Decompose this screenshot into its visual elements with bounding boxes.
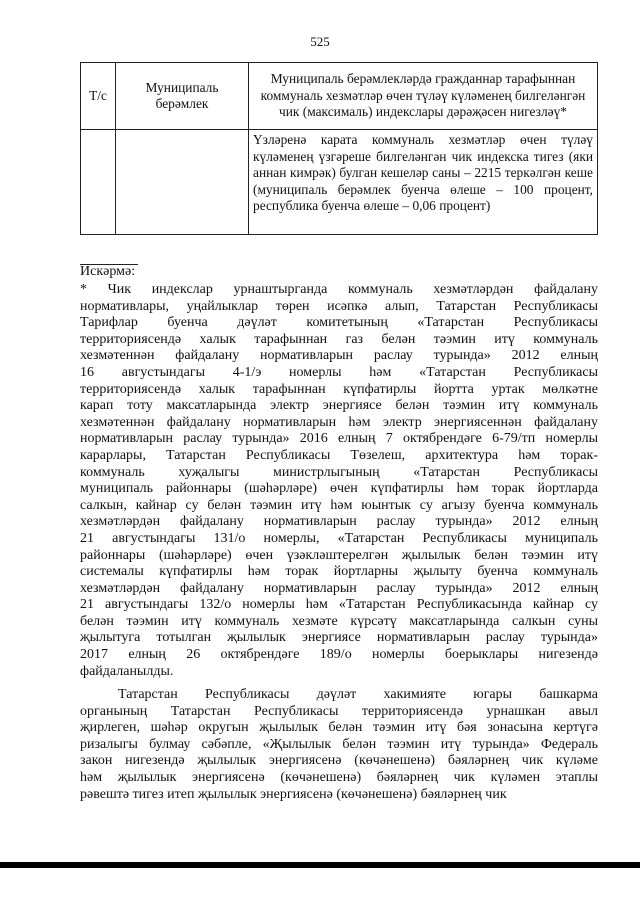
footnote-text <box>80 282 598 680</box>
text-line: белән тәэмин итү коммуналь хезмәте күрсәтү максатларында салкын суны <box>80 613 598 629</box>
text-line: рәвештә тигез итеп җылылык энергиясенә (көчәнешенә) бәяләрнең чик <box>80 786 507 802</box>
text-line: органының Татарстан Республикасы территориясендә урнашкан авыл <box>80 703 598 719</box>
text-line: хезмәтеннән файдалану нормативларын раслау турында» 2012 елның <box>80 348 598 364</box>
text-line: 16 августындагы 4-1/э номерлы һәм «Татарстан Республикасы <box>80 364 598 380</box>
text-line: Татарстан Республикасы дәүләт хакимияте югары башкарма <box>118 687 598 702</box>
table-row <box>81 130 598 235</box>
text-line: 21 августындагы 131/о номерлы, «Татарстан Республикасы муниципаль <box>80 530 598 546</box>
text-line: һәм җылылык энергиясенә (көчәнешенә) бәяләрнең чик күләмен этаплы <box>80 769 598 785</box>
text-line: хезмәтләрдән файдалану нормативларын раслау турында» 2012 елның <box>80 580 598 596</box>
page-number: 525 <box>310 34 330 49</box>
body-paragraph <box>80 687 598 803</box>
scan-edge-bar <box>0 862 640 868</box>
header-justification: Муниципаль берәмлекләрдә гражданнар тарафыннан коммуналь хезмәтләр өчен түләү күләменең билгеләнгән чик (максималь) индекслары дәрәҗәсен нигезләү* <box>249 63 598 130</box>
text-line: 21 августындагы 132/о номерлы һәм «Татарстан Республикасында кайнар су <box>80 597 598 613</box>
text-line: муниципаль районнары (шәһәрләре) өчен күпфатирлы һәм торак йортларда <box>80 481 598 497</box>
text-line: системалы күпфатирлы һәм торак йортларны җылыту буенча коммуналь <box>80 564 598 580</box>
text-line: территориясендә халык тарафыннан күпфатирлы йортта уртак мөлкәтне <box>80 381 598 397</box>
header-municipality: Муниципаль берәмлек <box>116 63 249 130</box>
table-header-row <box>81 63 598 130</box>
footnote-title: Искәрмә: <box>80 264 136 279</box>
text-line: 2017 елның 26 октябрендәге 189/о номерлы боерыклары нигезендә <box>80 647 598 663</box>
header-number: Т/с <box>81 63 116 130</box>
text-line: салкын, кайнар су белән тәэмин итү һәм юынтык су агызу буенча коммуналь <box>80 497 598 513</box>
text-line: җылытуга тотылган җылылык энергиясе нормативларын раслау турында» <box>80 630 598 646</box>
cell-number <box>81 130 116 235</box>
text-line: Тарифлар буенча дәүләт комитетының «Татарстан Республикасы <box>80 315 598 331</box>
text-line: нормативларын раслау турында» 2016 елның 7 октябрендәге 6-79/тп номерлы <box>80 431 598 447</box>
text-line: җирлеген, шәһәр округын җылылык белән тәэмин итү бәя зонасына кертүгә <box>80 720 598 736</box>
text-line: карап тоту максатларында электр энергиясе белән тәэмин итү коммуналь <box>80 398 598 414</box>
text-line: территориясендә халык тарафыннан газ белән тәэмин итү коммуналь <box>80 331 598 347</box>
text-line: файдаланылды. <box>80 663 174 679</box>
text-line: районнары (шәһәрләре) өчен үзәкләштерелгән җылылык белән тәэмин итү <box>80 547 598 563</box>
text-line: карарлары, Татарстан Республикасы Төзелеш, архитектура һәм торак- <box>80 447 598 463</box>
text-line: нормативлары, уңайлыклар төрен исәпкә алып, Татарстан Республикасы <box>80 298 598 314</box>
text-line: хезмәтләрдән файдалану нормативларын раслау турында» 2012 елның <box>80 514 598 530</box>
text-line: хезмәтеннән файдалану нормативларын һәм электр энергиясеннән файдалану <box>80 414 598 430</box>
text-line: * Чик индекслар урнаштырганда коммуналь хезмәтләрдән файдалану <box>80 282 598 297</box>
indices-table <box>80 62 598 235</box>
cell-municipality <box>116 130 249 235</box>
text-line: коммуналь хуҗалыгы министрлыгының «Татарстан Республикасы <box>80 464 598 480</box>
text-line: закон нигезендә җылылык энергиясенә (көчәнешенә) бәяләрнең чик күләме <box>80 753 598 769</box>
cell-justification: Үзләренә карата коммуналь хезмәтләр өчен түләү күләменең үзгәреше билгеләнгән чик индекска тигез (яки аннан кимрәк) булган кешеләр саны – 2215 теркәлгән кеше (муниципаль берәмлек буенча өлеше – 100 процент, республика буенча өлеше – 0,06 процент) <box>249 130 598 235</box>
text-line: ризалыгы булмау сәбәпле, «Җылылык белән тәэмин итү турында» Федераль <box>80 736 598 752</box>
